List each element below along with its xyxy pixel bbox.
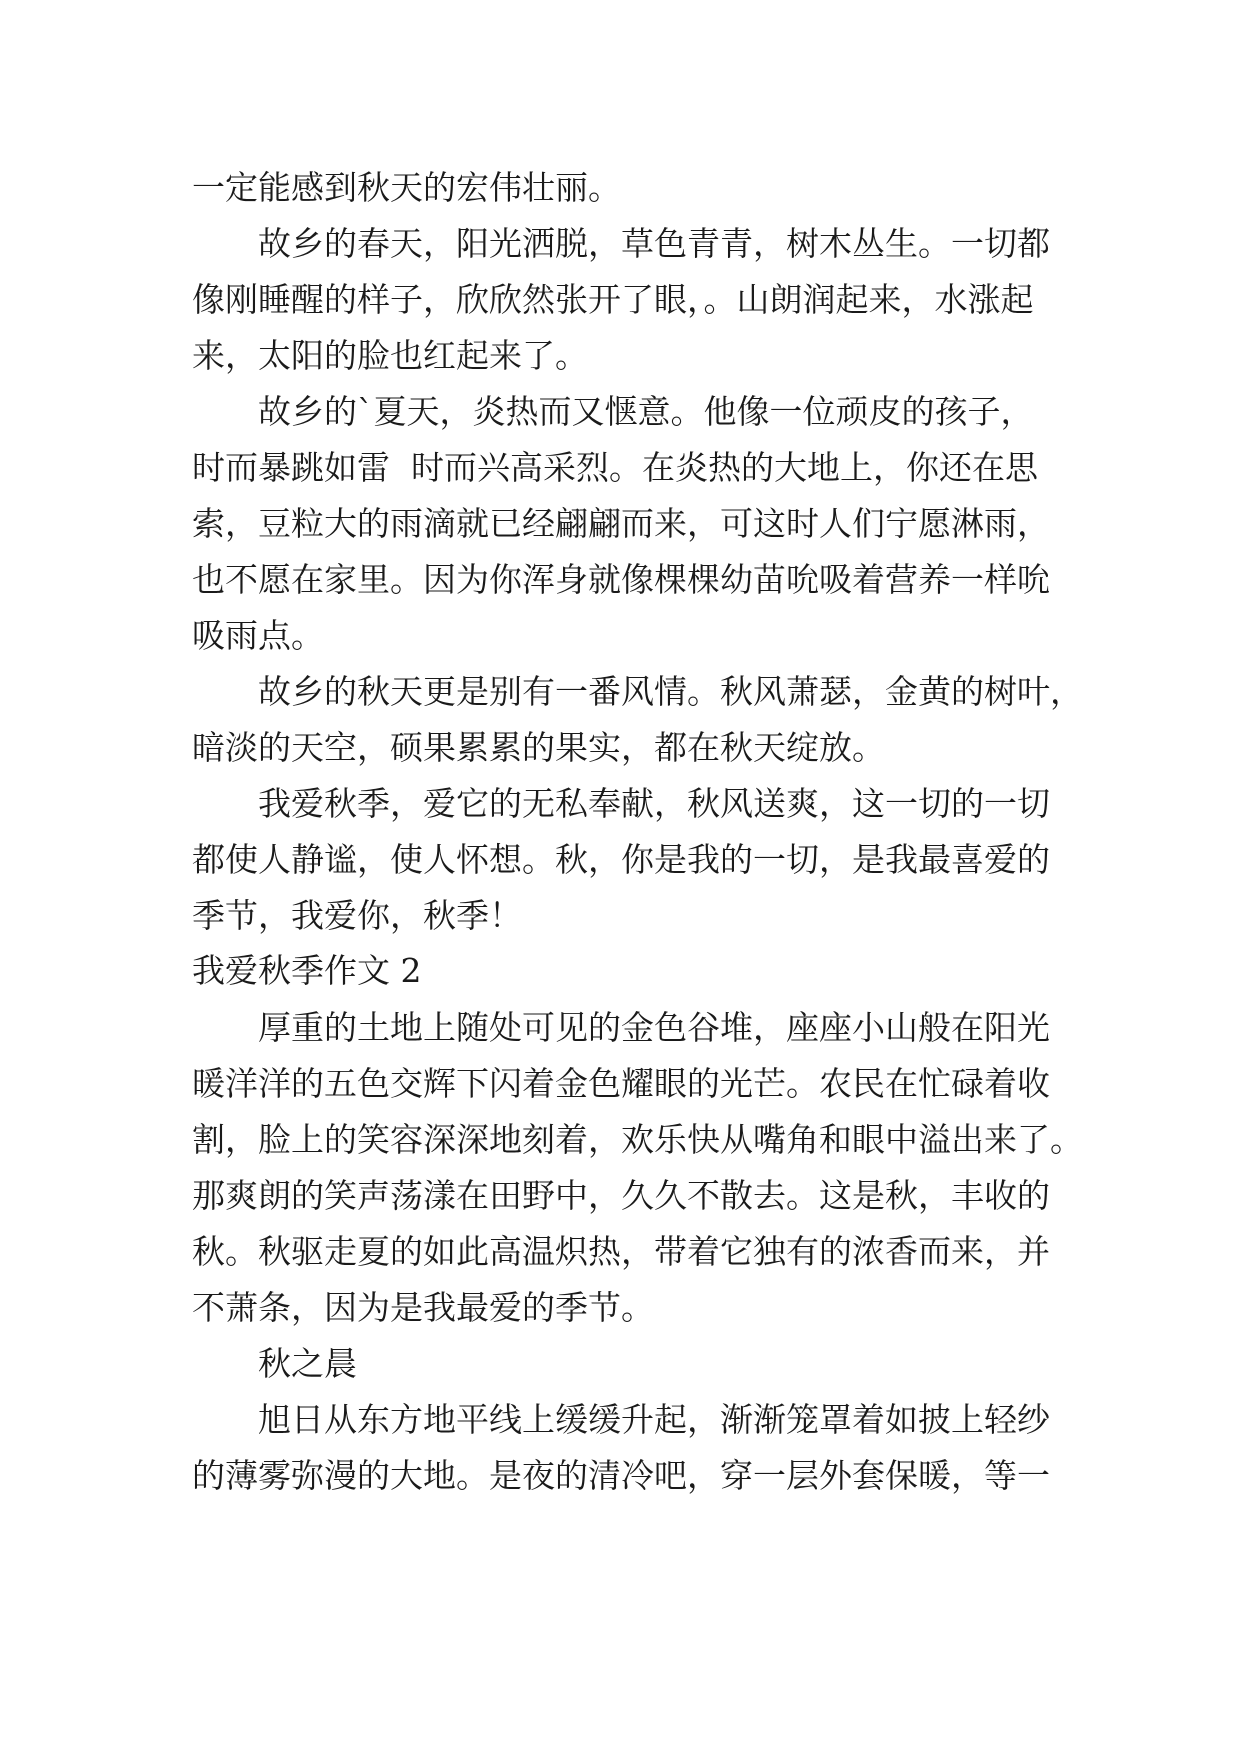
text-line: 的薄雾弥漫的大地。是夜的清冷吧，穿一层外套保暖，等一 <box>192 1456 1050 1495</box>
text-line: 割，脸上的笑容深深地刻着，欢乐快从嘴角和眼中溢出来了。 <box>192 1120 1083 1159</box>
text-line: 季节，我爱你，秋季！ <box>192 896 522 935</box>
text-line: 暗淡的天空，硕果累累的果实，都在秋天绽放。 <box>192 728 885 767</box>
text-line: 那爽朗的笑声荡漾在田野中，久久不散去。这是秋，丰收的 <box>192 1176 1050 1215</box>
paragraph-start-line: 故乡的春天，阳光洒脱，草色青青，树木丛生。一切都 <box>258 224 1050 263</box>
text-line: 索，豆粒大的雨滴就已经翩翩而来，可这时人们宁愿淋雨， <box>192 504 1050 543</box>
text-line: 也不愿在家里。因为你浑身就像棵棵幼苗吮吸着营养一样吮 <box>192 560 1050 599</box>
paragraph-start-line: 我爱秋季，爱它的无私奉献，秋风送爽，这一切的一切 <box>258 784 1050 823</box>
text-line: 来，太阳的脸也红起来了。 <box>192 336 588 375</box>
subheading: 秋之晨 <box>258 1344 357 1383</box>
paragraph-start-line: 故乡的秋天更是别有一番风情。秋风萧瑟，金黄的树叶， <box>258 672 1083 711</box>
text-line: 秋。秋驱走夏的如此高温炽热，带着它独有的浓香而来，并 <box>192 1232 1050 1271</box>
paragraph-start-line: 故乡的`夏天，炎热而又惬意。他像一位顽皮的孩子， <box>258 392 1034 431</box>
section-heading: 我爱秋季作文 2 <box>192 951 422 990</box>
text-line: 时而暴跳如雷 时而兴高采烈。在炎热的大地上，你还在思 <box>192 448 1038 487</box>
text-line: 一定能感到秋天的宏伟壮丽。 <box>192 168 621 207</box>
text-line: 吸雨点。 <box>192 616 324 655</box>
paragraph-start-line: 旭日从东方地平线上缓缓升起，渐渐笼罩着如披上轻纱 <box>258 1400 1050 1439</box>
text-line: 都使人静谧，使人怀想。秋，你是我的一切，是我最喜爱的 <box>192 840 1050 879</box>
text-line: 不萧条，因为是我最爱的季节。 <box>192 1288 654 1327</box>
paragraph-start-line: 厚重的土地上随处可见的金色谷堆，座座小山般在阳光 <box>258 1008 1050 1047</box>
text-line: 暖洋洋的五色交辉下闪着金色耀眼的光芒。农民在忙碌着收 <box>192 1064 1050 1103</box>
text-line: 像刚睡醒的样子，欣欣然张开了眼，。山朗润起来，水涨起 <box>192 280 1034 319</box>
